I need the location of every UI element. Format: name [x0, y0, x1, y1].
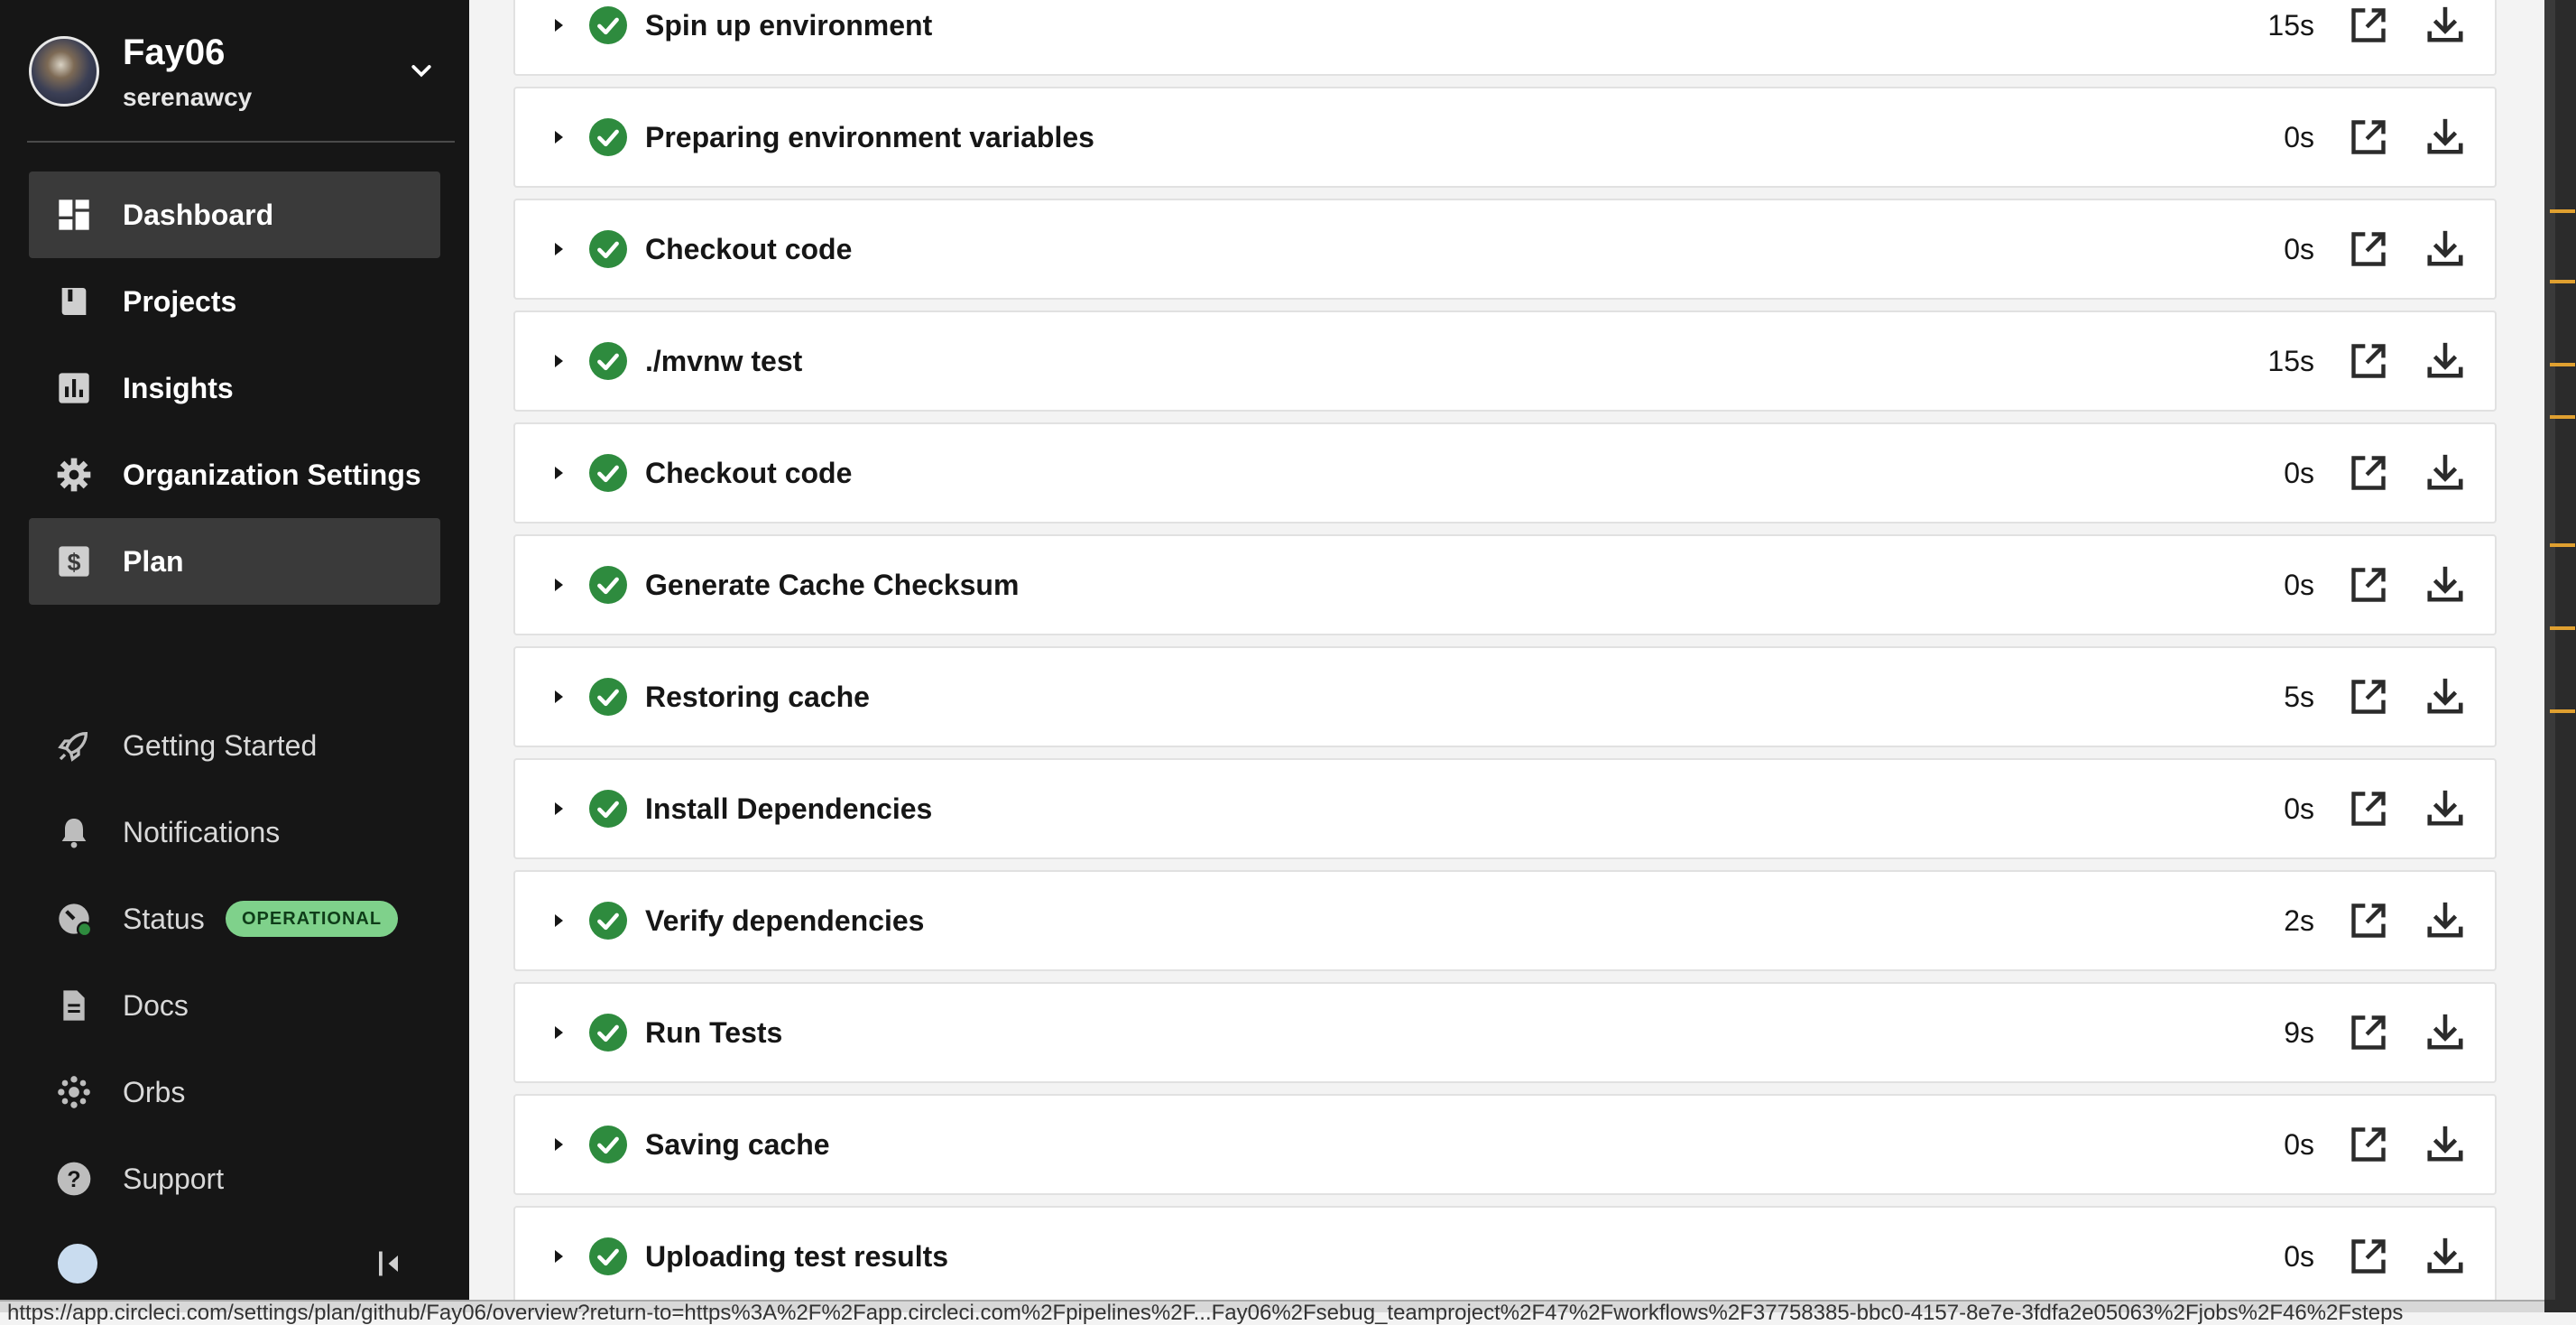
download-icon[interactable] [2424, 787, 2466, 829]
open-in-new-icon[interactable] [2349, 565, 2388, 605]
success-check-icon [589, 902, 627, 940]
open-in-new-icon[interactable] [2349, 229, 2388, 269]
download-icon[interactable] [2424, 451, 2466, 493]
open-in-new-icon[interactable] [2349, 1125, 2388, 1164]
status-badge: OPERATIONAL [226, 901, 398, 937]
org-avatar [29, 36, 99, 107]
caret-right-icon[interactable] [548, 350, 569, 372]
sidebar-item-label: Support [123, 1163, 225, 1195]
svg-text:$: $ [67, 549, 81, 576]
step-name: Restoring cache [645, 681, 870, 713]
scroll-marker [2550, 209, 2575, 213]
success-check-icon [589, 6, 627, 44]
open-in-new-icon[interactable] [2349, 453, 2388, 493]
step-duration: 0s [2284, 233, 2314, 265]
sidebar-item-dashboard[interactable] [29, 171, 440, 258]
caret-right-icon[interactable] [548, 1134, 569, 1155]
sidebar-divider [27, 141, 455, 143]
step-duration: 15s [2267, 9, 2314, 42]
step-row[interactable] [513, 1206, 2497, 1307]
sidebar-item-projects[interactable] [29, 258, 440, 345]
step-row[interactable] [513, 646, 2497, 747]
download-icon[interactable] [2424, 899, 2466, 940]
gear-icon [56, 457, 92, 493]
open-in-new-icon[interactable] [2349, 901, 2388, 940]
step-row[interactable] [513, 199, 2497, 300]
caret-right-icon[interactable] [548, 462, 569, 484]
step-duration: 5s [2284, 681, 2314, 713]
success-check-icon [589, 1014, 627, 1052]
step-row[interactable] [513, 870, 2497, 971]
success-check-icon [589, 566, 627, 604]
sidebar-item-label: Insights [123, 372, 234, 404]
step-row[interactable] [513, 422, 2497, 524]
step-name: ./mvnw test [645, 345, 803, 377]
book-icon [56, 283, 92, 320]
open-in-new-icon[interactable] [2349, 789, 2388, 829]
download-icon[interactable] [2424, 227, 2466, 269]
sidebar-item-docs[interactable] [29, 969, 440, 1042]
sidebar-item-label: Docs [123, 989, 189, 1022]
step-row[interactable] [513, 982, 2497, 1083]
collapse-sidebar-icon[interactable] [374, 1247, 406, 1280]
job-steps-panel [469, 0, 2544, 1300]
download-icon[interactable] [2424, 1235, 2466, 1276]
success-check-icon [589, 118, 627, 156]
step-name: Install Dependencies [645, 792, 933, 825]
step-duration: 0s [2284, 1240, 2314, 1273]
caret-right-icon[interactable] [548, 1246, 569, 1267]
sidebar-item-support[interactable] [29, 1143, 440, 1215]
sidebar-item-notifications[interactable] [29, 796, 440, 868]
success-check-icon [589, 230, 627, 268]
sidebar-item-label: Status [123, 903, 205, 935]
scroll-marker [2550, 363, 2575, 366]
org-username: serenawcy [123, 83, 253, 111]
step-name: Checkout code [645, 233, 853, 265]
sidebar-item-label: Orbs [123, 1076, 186, 1108]
sidebar-item-label: Getting Started [123, 729, 318, 762]
download-icon[interactable] [2424, 675, 2466, 717]
step-name: Preparing environment variables [645, 121, 1094, 153]
chevron-down-icon[interactable] [408, 58, 435, 85]
step-row[interactable] [513, 758, 2497, 859]
open-in-new-icon[interactable] [2349, 677, 2388, 717]
step-duration: 0s [2284, 457, 2314, 489]
scroll-marker [2550, 709, 2575, 713]
step-duration: 0s [2284, 792, 2314, 825]
step-name: Saving cache [645, 1128, 830, 1161]
side-panel-edge [2544, 0, 2576, 1312]
status-bar-url: https://app.circleci.com/settings/plan/github/Fay06/overview?return-to=https%3A%2F%2Fapp.circleci.com%2Fpipelines%2F...Fay06%2Fsebug_teamproject%2F47%2Fworkflows%2F37758385-bbc0-4157-8e7e-3fdfa2e05063%2Fjobs%2F46%2Fsteps [0, 1300, 2544, 1312]
caret-right-icon[interactable] [548, 1022, 569, 1043]
step-row[interactable] [513, 1094, 2497, 1195]
step-duration: 15s [2267, 345, 2314, 377]
caret-right-icon[interactable] [548, 14, 569, 36]
sidebar-item-label: Dashboard [123, 199, 274, 231]
step-row[interactable] [513, 310, 2497, 412]
sidebar-item-label: Plan [123, 545, 184, 578]
step-name: Spin up environment [645, 9, 933, 42]
step-name: Generate Cache Checksum [645, 569, 1020, 601]
open-in-new-icon[interactable] [2349, 1237, 2388, 1276]
success-check-icon [589, 454, 627, 492]
document-icon [56, 987, 92, 1024]
sidebar-item-orbs[interactable] [29, 1056, 440, 1128]
download-icon[interactable] [2424, 1123, 2466, 1164]
caret-right-icon[interactable] [548, 126, 569, 148]
sidebar-item-organization-settings[interactable] [29, 431, 440, 518]
sidebar-item-label: Notifications [123, 816, 281, 848]
open-in-new-icon[interactable] [2349, 1013, 2388, 1052]
scroll-marker [2550, 626, 2575, 630]
dashboard-icon [56, 197, 92, 233]
step-name: Checkout code [645, 457, 853, 489]
caret-right-icon[interactable] [548, 798, 569, 820]
caret-right-icon[interactable] [548, 686, 569, 708]
scroll-marker [2550, 280, 2575, 283]
success-check-icon [589, 1237, 627, 1275]
bell-icon [56, 814, 92, 850]
sidebar-item-status[interactable] [29, 883, 440, 955]
sidebar [0, 0, 469, 1312]
download-icon[interactable] [2424, 563, 2466, 605]
open-in-new-icon[interactable] [2349, 117, 2388, 157]
rocket-icon [56, 727, 92, 764]
caret-right-icon[interactable] [548, 574, 569, 596]
gauge-icon [56, 901, 92, 937]
success-check-icon [589, 678, 627, 716]
step-row[interactable] [513, 534, 2497, 635]
orbs-icon [56, 1074, 92, 1110]
download-icon[interactable] [2424, 1011, 2466, 1052]
scroll-marker [2550, 415, 2575, 419]
step-duration: 0s [2284, 569, 2314, 601]
step-duration: 0s [2284, 121, 2314, 153]
download-icon[interactable] [2424, 4, 2466, 45]
download-icon[interactable] [2424, 339, 2466, 381]
open-in-new-icon[interactable] [2349, 5, 2388, 45]
step-name: Run Tests [645, 1016, 783, 1049]
sidebar-item-plan[interactable] [29, 518, 440, 605]
step-name: Uploading test results [645, 1240, 949, 1273]
step-row[interactable] [513, 87, 2497, 188]
org-switcher[interactable] [27, 32, 442, 141]
user-avatar[interactable] [58, 1244, 97, 1283]
caret-right-icon[interactable] [548, 238, 569, 260]
caret-right-icon[interactable] [548, 910, 569, 931]
step-duration: 2s [2284, 904, 2314, 937]
dollar-icon [56, 543, 92, 579]
sidebar-item-label: Organization Settings [123, 459, 421, 491]
org-name: Fay06 [123, 32, 226, 72]
success-check-icon [589, 1126, 627, 1163]
sidebar-item-getting-started[interactable] [29, 709, 440, 782]
open-in-new-icon[interactable] [2349, 341, 2388, 381]
scrollbar[interactable] [2544, 0, 2555, 1300]
bar-chart-icon [56, 370, 92, 406]
scroll-marker [2550, 543, 2575, 547]
svg-text:?: ? [67, 1167, 81, 1193]
help-icon [56, 1161, 92, 1197]
step-duration: 0s [2284, 1128, 2314, 1161]
sidebar-item-insights[interactable] [29, 345, 440, 431]
sidebar-item-label: Projects [123, 285, 237, 318]
success-check-icon [589, 342, 627, 380]
step-name: Verify dependencies [645, 904, 925, 937]
download-icon[interactable] [2424, 116, 2466, 157]
success-check-icon [589, 790, 627, 828]
step-row[interactable] [513, 0, 2497, 76]
step-duration: 9s [2284, 1016, 2314, 1049]
